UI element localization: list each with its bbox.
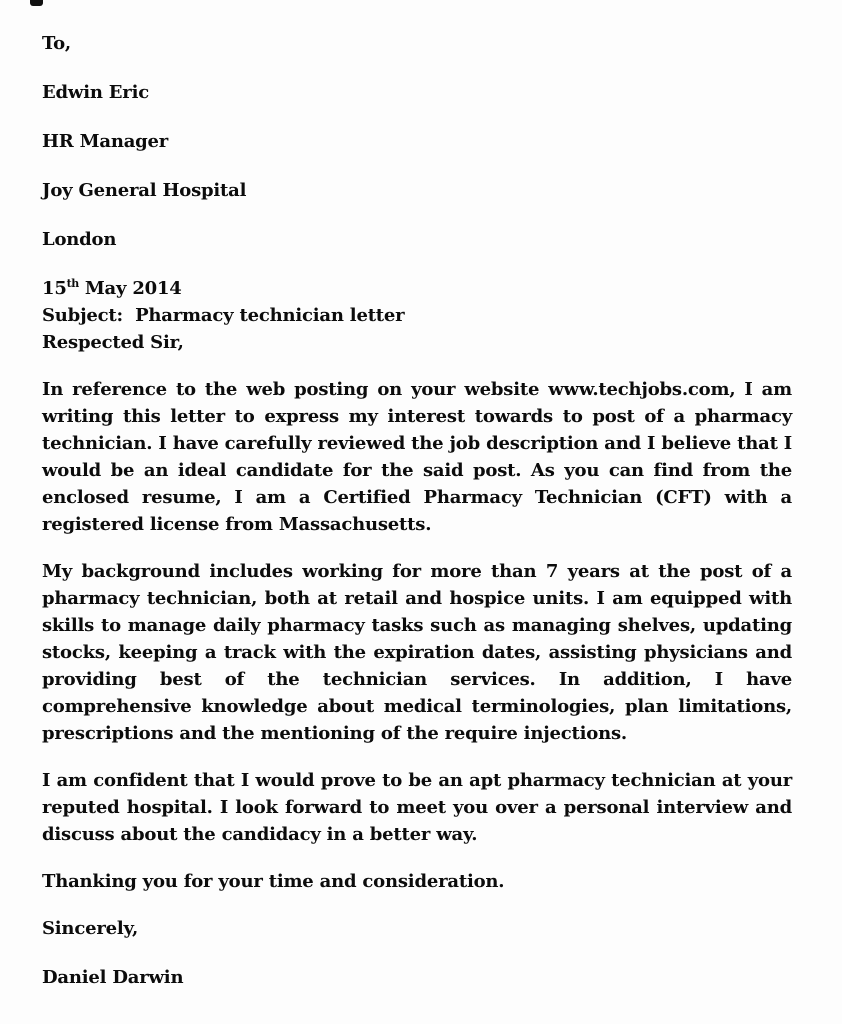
date-line — [42, 275, 792, 302]
body-paragraph-3: I am confident that I would prove to be an apt pharmacy technician at your reputed hospital. I look forward to meet you over a personal interview and discuss about the candidacy in a better way. — [42, 770, 792, 845]
date-day: 15 — [42, 278, 67, 299]
body-paragraph-1: In reference to the web posting on your website www.techjobs.com, I am writing this letter to express my interest towards to post of a pharmacy technician. I have carefully reviewed the job description and I believe that I would be an ideal candidate for the said post. As you can find from the enclosed resume, I am a Certified Pharmacy Technician (CFT) with a registered license from Massachusetts. — [42, 379, 792, 535]
recipient-organization: Joy General Hospital — [42, 180, 247, 201]
recipient-to-line: To, — [42, 33, 72, 54]
recipient-name: Edwin Eric — [42, 82, 149, 103]
greeting: Respected Sir, — [42, 332, 184, 353]
subject-line: Subject: Pharmacy technician letter — [42, 305, 405, 326]
thanks-line: Thanking you for your time and consideration. — [42, 871, 505, 892]
date-month-year: May 2014 — [78, 278, 182, 299]
date-ordinal-suffix: th — [66, 277, 79, 290]
recipient-title: HR Manager — [42, 131, 169, 152]
scan-artifact-mark — [30, 0, 43, 6]
closing-line: Sincerely, — [42, 918, 139, 939]
recipient-city: London — [42, 229, 117, 250]
body-paragraph-2: My background includes working for more than 7 years at the post of a pharmacy technician, both at retail and hospice units. I am equipped with skills to manage daily pharmacy tasks such as managing shelves, updating stocks, keeping a track with the expiration dates, assisting physicians and providing best of the technician services. In addition, I have comprehensive knowledge about medical terminologies, plan limitations, prescriptions and the mentioning of the require injections. — [42, 561, 792, 744]
signature-name: Daniel Darwin — [42, 967, 184, 988]
